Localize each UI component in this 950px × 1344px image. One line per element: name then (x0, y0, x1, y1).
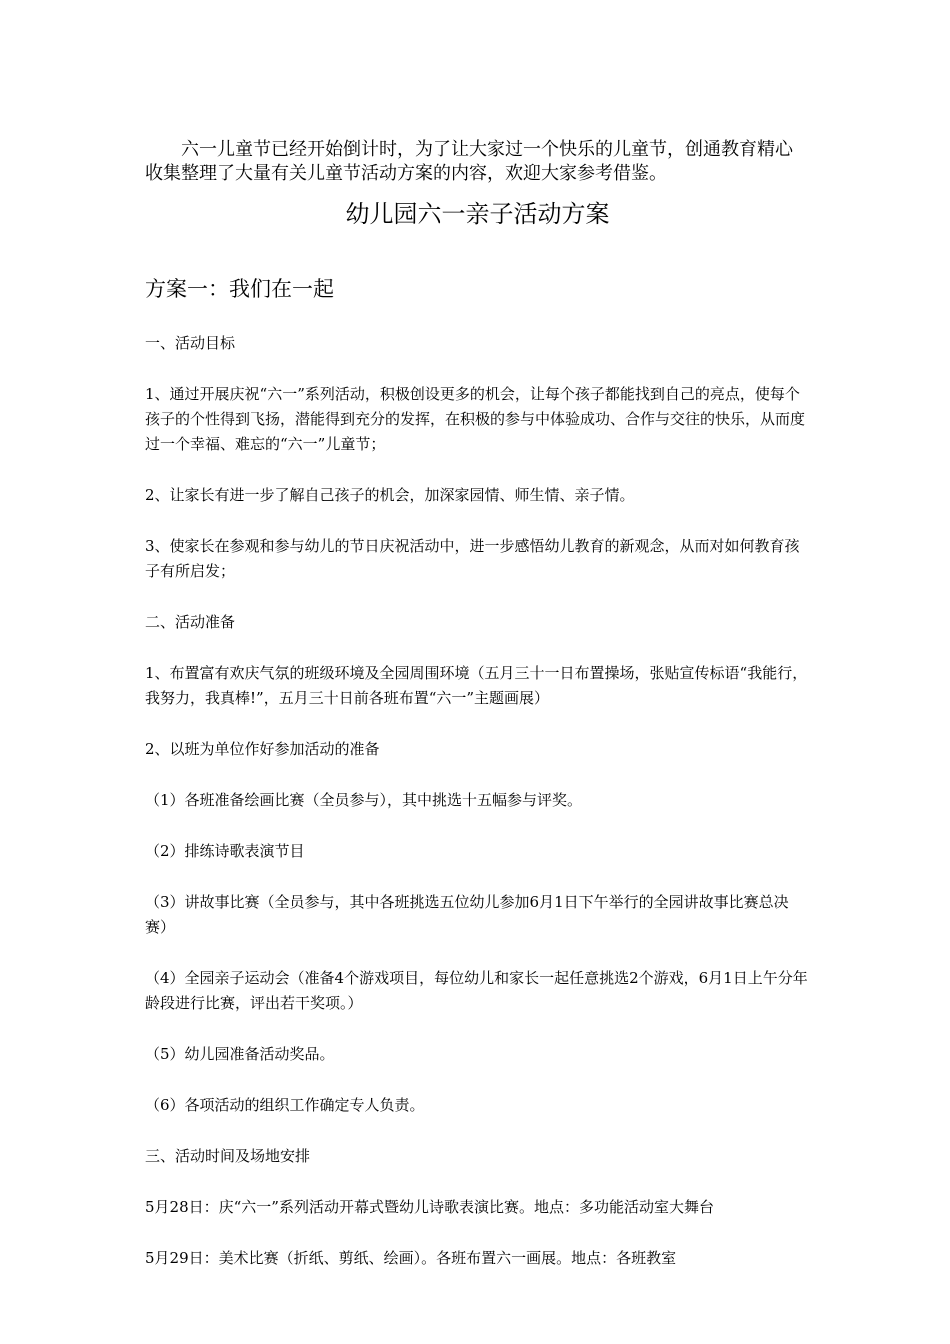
preparation-subitem-5: （5）幼儿园准备活动奖品。 (145, 1045, 335, 1063)
preparation-subitem-4: （4）全园亲子运动会（准备4个游戏项目，每位幼儿和家长一起任意挑选2个游戏，6月1日上午分年龄段进行比赛，评出若干奖项。） (145, 969, 808, 1012)
goal-item-2: 2、让家长有进一步了解自己孩子的机会，加深家园情、师生情、亲子情。 (145, 486, 635, 504)
preparation-subitem-6: （6）各项活动的组织工作确定专人负责。 (145, 1096, 425, 1114)
document-body (145, 331, 810, 1271)
goal-item-3: 3、使家长在参观和参与幼儿的节日庆祝活动中，进一步感悟幼儿教育的新观念，从而对如何教育孩子有所启发； (145, 537, 800, 580)
section-heading-preparation: 二、活动准备 (145, 613, 236, 631)
intro-paragraph: 六一儿童节已经开始倒计时，为了让大家过一个快乐的儿童节，创通教育精心收集整理了大量有关儿童节活动方案的内容，欢迎大家参考借鉴。 (145, 139, 793, 184)
goal-item-1: 1、通过开展庆祝“六一”系列活动，积极创设更多的机会，让每个孩子都能找到自己的亮点，使每个孩子的个性得到飞扬，潜能得到充分的发挥，在积极的参与中体验成功、合作与交往的快乐，从而度过一个幸福、难忘的“六一”儿童节； (145, 385, 806, 453)
schedule-item-1: 5月28日：庆“六一”系列活动开幕式暨幼儿诗歌表演比赛。地点：多功能活动室大舞台 (145, 1198, 714, 1216)
document-title: 幼儿园六一亲子活动方案 (345, 200, 610, 228)
preparation-subitem-1: （1）各班准备绘画比赛（全员参与），其中挑选十五幅参与评奖。 (145, 791, 583, 809)
preparation-subitem-2: （2）排练诗歌表演节目 (145, 842, 305, 860)
preparation-subitem-3: （3）讲故事比赛（全员参与，其中各班挑选五位幼儿参加6月1日下午举行的全园讲故事比赛总决赛） (145, 893, 789, 936)
section-heading-schedule: 三、活动时间及场地安排 (145, 1147, 311, 1165)
preparation-item-1: 1、布置富有欢庆气氛的班级环境及全园周围环境（五月三十一日布置操场，张贴宣传标语“我能行，我努力，我真棒!”，五月三十日前各班布置“六一”主题画展） (145, 664, 808, 707)
section-heading-goals: 一、活动目标 (145, 334, 236, 352)
plan-title: 方案一：我们在一起 (145, 277, 334, 301)
schedule-item-2: 5月29日：美术比赛（折纸、剪纸、绘画）。各班布置六一画展。地点：各班教室 (145, 1249, 677, 1267)
preparation-item-2: 2、以班为单位作好参加活动的准备 (145, 740, 380, 758)
